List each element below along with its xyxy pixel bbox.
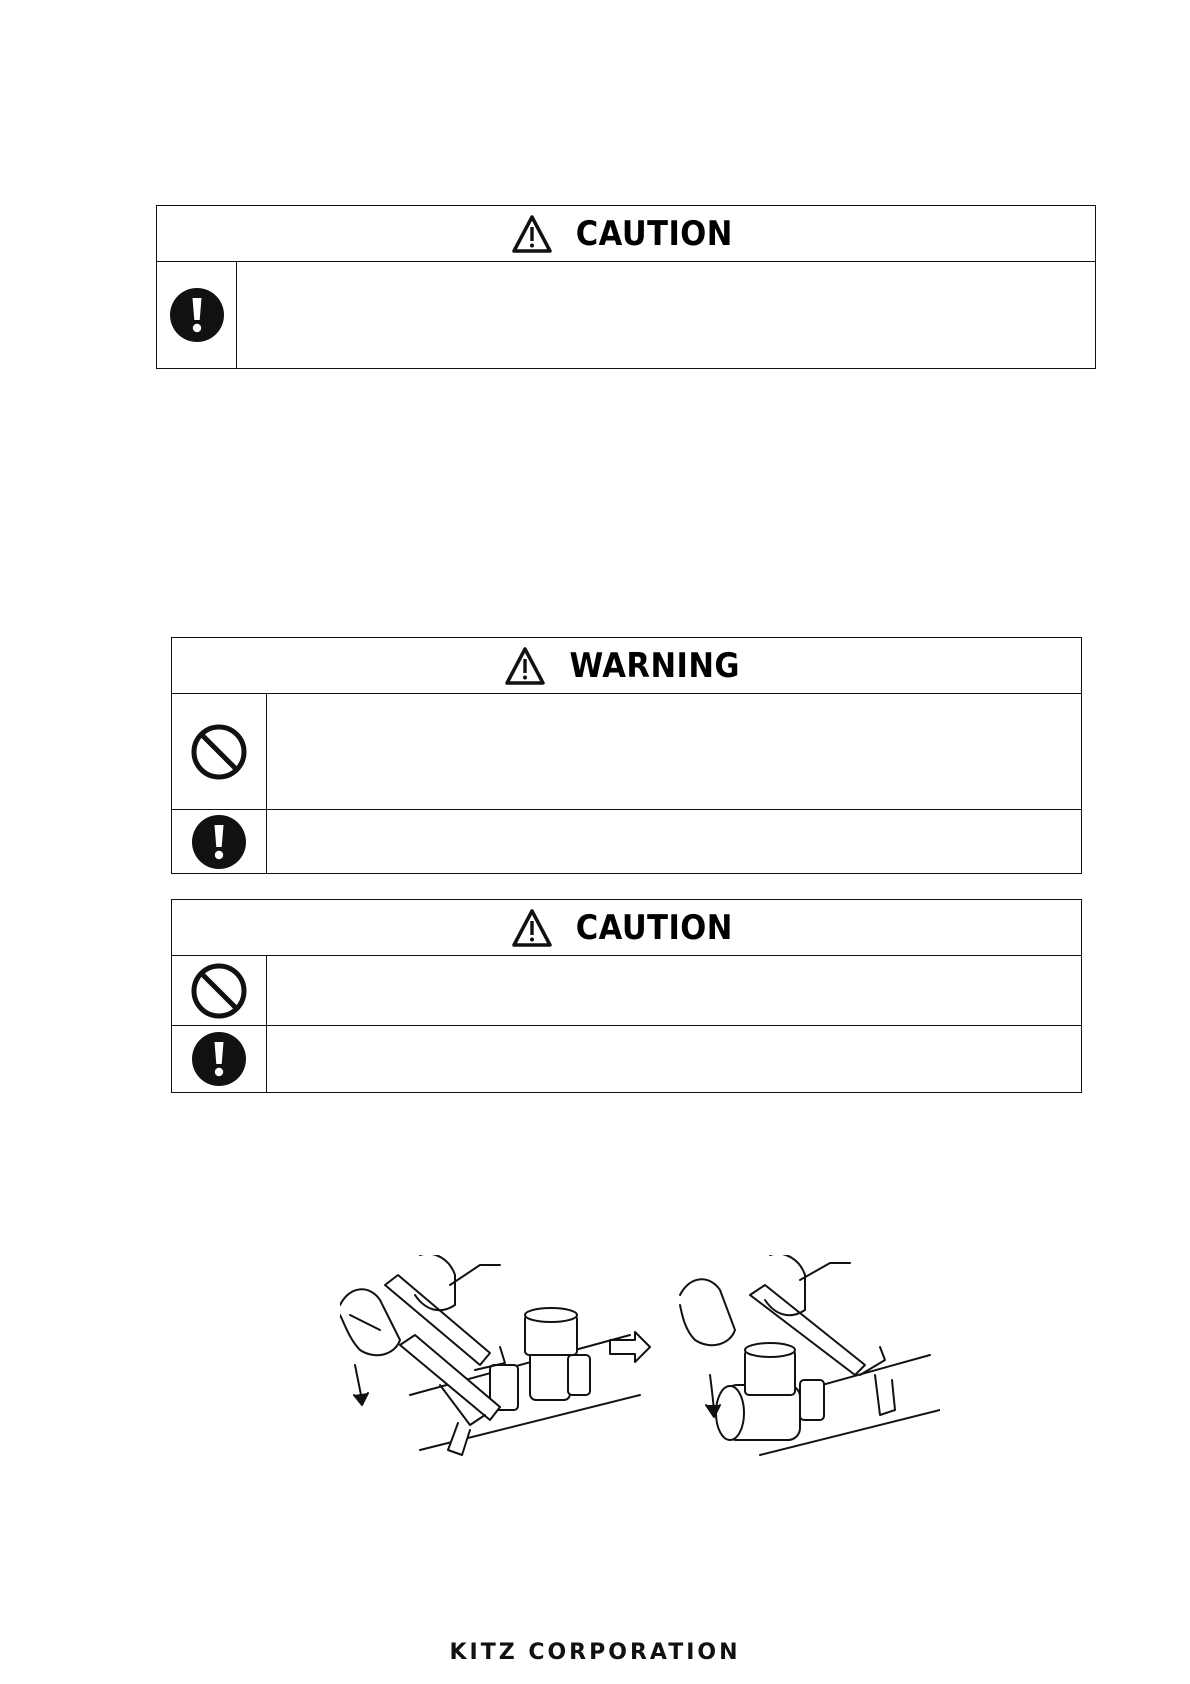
caution-header bbox=[172, 900, 1081, 956]
caution-row-text-1 bbox=[267, 956, 1081, 1025]
caution-row-text-2 bbox=[267, 1026, 1081, 1092]
caution-row-text bbox=[237, 262, 1095, 368]
pipe-wrench-installation-before bbox=[340, 1255, 640, 1455]
mandatory-action-icon bbox=[172, 1026, 267, 1092]
pipe-wrench-installation-after bbox=[680, 1255, 940, 1455]
warning-heading: WARNING bbox=[569, 645, 740, 686]
warning-triangle-icon bbox=[511, 214, 553, 254]
warning-row-prohibition bbox=[172, 694, 1081, 809]
warning-row-text-2 bbox=[267, 810, 1081, 873]
caution-heading: CAUTION bbox=[575, 907, 734, 948]
caution-row-mandatory bbox=[172, 1025, 1081, 1092]
mandatory-action-icon bbox=[172, 810, 267, 873]
caution-heading: CAUTION bbox=[575, 213, 733, 254]
mandatory-action-icon bbox=[157, 262, 237, 368]
warning-row-text-1 bbox=[267, 694, 1081, 809]
warning-triangle-icon bbox=[511, 908, 553, 948]
arrow-right-icon bbox=[610, 1332, 650, 1362]
warning-header bbox=[172, 638, 1081, 694]
svg-text:KITZ CORPORATION: KITZ CORPORATION bbox=[449, 1640, 741, 1665]
warning-row-mandatory bbox=[172, 809, 1081, 873]
kitz-logo bbox=[0, 1636, 1190, 1671]
caution-header bbox=[157, 206, 1095, 262]
warning-triangle-icon bbox=[504, 646, 546, 686]
prohibition-icon bbox=[172, 694, 267, 809]
warning-box bbox=[171, 637, 1082, 874]
caution-row bbox=[157, 262, 1095, 368]
prohibition-icon bbox=[172, 956, 267, 1025]
caution-box-1 bbox=[156, 205, 1096, 369]
caution-row-prohibition bbox=[172, 956, 1081, 1025]
installation-figure bbox=[340, 1255, 940, 1470]
caution-box-2 bbox=[171, 899, 1082, 1093]
